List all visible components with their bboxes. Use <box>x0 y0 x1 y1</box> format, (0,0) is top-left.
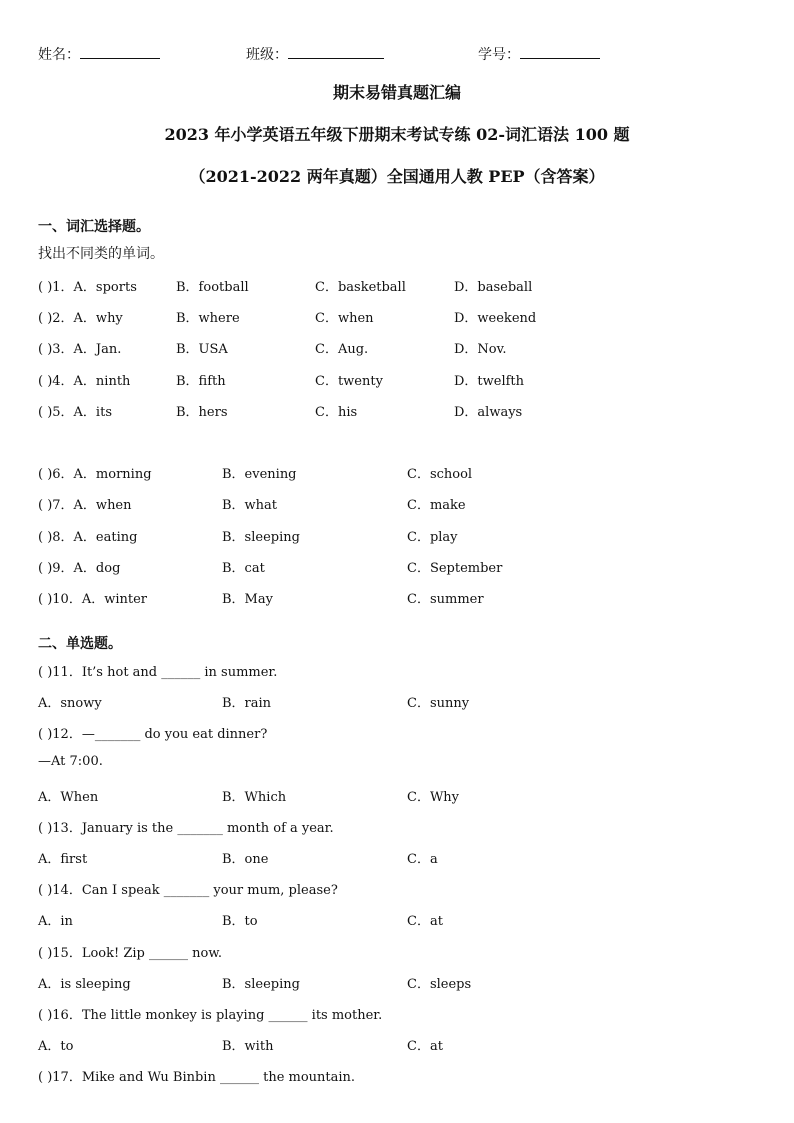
q7-stem: ( )7．A．when <box>38 498 132 513</box>
section1-instruction: 找出不同类的单词。 <box>38 246 164 262</box>
q10-option-b: B．May <box>222 592 273 607</box>
q6-option-b: B．evening <box>222 467 297 482</box>
q12-answer-line: —At 7:00. <box>38 754 103 769</box>
q8-option-b: B．sleeping <box>222 530 300 545</box>
q6-option-c: C．school <box>407 467 473 482</box>
q1-option-b: B．football <box>176 280 249 295</box>
section1-heading: 一、词汇选择题。 <box>38 219 150 235</box>
q9-option-b: B．cat <box>222 561 265 576</box>
name-field <box>38 44 160 64</box>
title-line-1: 期末易错真题汇编 <box>332 83 461 102</box>
q15-stem: ( )15．Look! Zip ______ now. <box>38 946 223 961</box>
q11-option-c: C．sunny <box>407 696 470 711</box>
q12-option-b: B．Which <box>222 790 287 805</box>
q5-option-c: C．his <box>315 405 358 420</box>
q4-stem: ( )4．A．ninth <box>38 374 131 389</box>
q10-stem: ( )10．A．winter <box>38 592 147 607</box>
q6-stem: ( )6．A．morning <box>38 467 152 482</box>
q1-option-c: C．basketball <box>315 280 406 295</box>
id-label: 学号： <box>478 47 520 63</box>
class-label: 班级： <box>246 47 288 63</box>
title-line-2: 2023 年小学英语五年级下册期末考试专练 02-词汇语法 100 题 <box>164 125 630 144</box>
q7-option-c: C．make <box>407 498 466 513</box>
q13-option-a: A．first <box>38 852 88 867</box>
q16-option-a: A．to <box>38 1039 74 1054</box>
q12-stem: ( )12．—_______ do you eat dinner? <box>38 727 268 742</box>
q3-option-d: D．Nov. <box>454 342 507 357</box>
q2-option-b: B．where <box>176 311 240 326</box>
q14-option-c: C．at <box>407 914 443 929</box>
q13-stem: ( )13．January is the _______ month of a year. <box>38 821 334 836</box>
q14-option-a: A．in <box>38 914 73 929</box>
q1-stem: ( )1．A．sports <box>38 280 137 295</box>
q16-option-c: C．at <box>407 1039 443 1054</box>
q8-option-c: C．play <box>407 530 458 545</box>
q14-option-b: B．to <box>222 914 258 929</box>
q17-stem: ( )17．Mike and Wu Binbin ______ the mountain. <box>38 1070 356 1085</box>
q2-stem: ( )2．A．why <box>38 311 123 326</box>
q16-stem: ( )16．The little monkey is playing ______ its mother. <box>38 1008 383 1023</box>
class-field <box>246 44 384 64</box>
q4-option-d: D．twelfth <box>454 374 525 389</box>
q9-option-c: C．September <box>407 561 503 576</box>
q5-stem: ( )5．A．its <box>38 405 112 420</box>
q11-option-b: B．rain <box>222 696 272 711</box>
q8-stem: ( )8．A．eating <box>38 530 138 545</box>
q10-option-c: C．summer <box>407 592 484 607</box>
q15-option-c: C．sleeps <box>407 977 472 992</box>
class-blank[interactable] <box>288 44 384 59</box>
q14-stem: ( )14．Can I speak _______ your mum, please? <box>38 883 338 898</box>
q9-stem: ( )9．A．dog <box>38 561 121 576</box>
q16-option-b: B．with <box>222 1039 274 1054</box>
id-blank[interactable] <box>520 44 600 59</box>
section2-heading: 二、单选题。 <box>38 636 122 652</box>
id-field <box>478 44 600 64</box>
q2-option-c: C．when <box>315 311 374 326</box>
q2-option-d: D．weekend <box>454 311 537 326</box>
q12-option-a: A．When <box>38 790 99 805</box>
q3-option-b: B．USA <box>176 342 228 357</box>
name-label: 姓名： <box>38 47 80 63</box>
q1-option-d: D．baseball <box>454 280 533 295</box>
q11-stem: ( )11．It’s hot and ______ in summer. <box>38 665 278 680</box>
title-line-3: （2021-2022 两年真题）全国通用人教 PEP（含答案） <box>189 167 605 186</box>
q12-option-c: C．Why <box>407 790 460 805</box>
q13-option-b: B．one <box>222 852 269 867</box>
q13-option-c: C．a <box>407 852 438 867</box>
q3-option-c: C．Aug. <box>315 342 369 357</box>
q5-option-d: D．always <box>454 405 523 420</box>
q5-option-b: B．hers <box>176 405 228 420</box>
q11-option-a: A．snowy <box>38 696 102 711</box>
q15-option-a: A．is sleeping <box>38 977 131 992</box>
q7-option-b: B．what <box>222 498 278 513</box>
q4-option-b: B．fifth <box>176 374 226 389</box>
q3-stem: ( )3．A．Jan. <box>38 342 122 357</box>
q15-option-b: B．sleeping <box>222 977 300 992</box>
name-blank[interactable] <box>80 44 160 59</box>
q4-option-c: C．twenty <box>315 374 383 389</box>
